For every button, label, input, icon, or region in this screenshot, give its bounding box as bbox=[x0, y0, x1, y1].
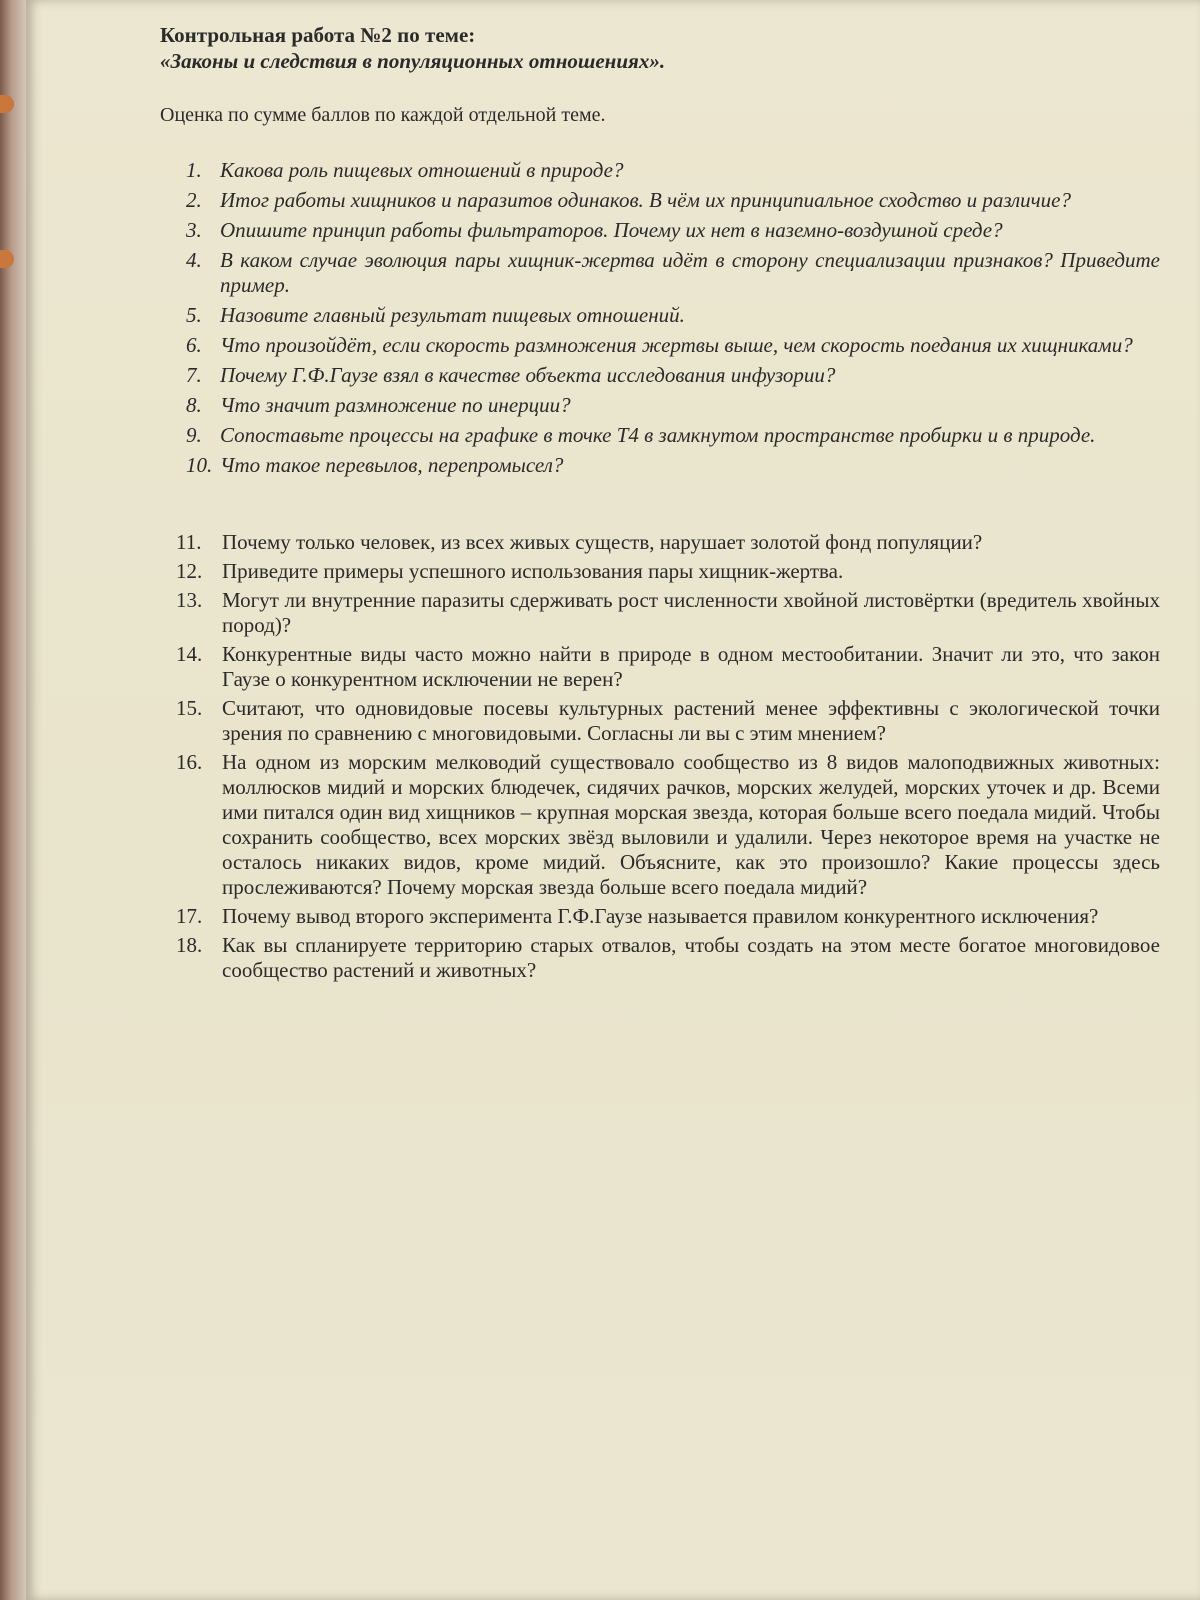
question-item bbox=[160, 188, 1160, 213]
question-text: Что произойдёт, если скорость размножения жертвы выше, чем скорость поедания их хищниками? bbox=[220, 333, 1133, 357]
question-item bbox=[160, 642, 1160, 692]
document-content bbox=[160, 22, 1160, 987]
question-text: Приведите примеры успешного использования пары хищник-жертва. bbox=[222, 559, 844, 583]
question-text: На одном из морским мелководий существовало сообщество из 8 видов малоподвижных животных: моллюсков мидий и морских блюдечек, сидячих рачков, морских желудей, морских уточек и др. Всеми ими питался один вид хищников – крупная морская звезда, которая больше всего поедала мидий. Чтобы сохранить сообщество, всех морских звёзд выловили и удалили. Через некоторое время на участке не осталось никаких видов, кроме мидий. Объясните, как это произошло? Какие процессы здесь прослеживаются? Почему морская звезда больше всего поедала мидий? bbox=[222, 750, 1160, 899]
grading-note: Оценка по сумме баллов по каждой отдельной теме. bbox=[160, 104, 606, 126]
question-text: Какова роль пищевых отношений в природе? bbox=[220, 158, 624, 182]
question-text: Опишите принцип работы фильтраторов. Почему их нет в наземно-воздушной среде? bbox=[220, 218, 1003, 242]
question-item bbox=[160, 588, 1160, 638]
question-text: Что такое перевылов, перепромысел? bbox=[220, 453, 564, 477]
question-item bbox=[160, 453, 1160, 478]
question-number: 2. bbox=[186, 188, 202, 212]
question-item bbox=[160, 750, 1160, 900]
question-text: Назовите главный результат пищевых отношений. bbox=[220, 303, 685, 327]
question-text: Почему вывод второго эксперимента Г.Ф.Гаузе называется правилом конкурентного исключения? bbox=[222, 904, 1099, 928]
document-title: Контрольная работа №2 по теме: bbox=[160, 23, 476, 47]
question-number: 17. bbox=[176, 904, 203, 928]
question-number: 11. bbox=[176, 530, 202, 554]
question-number: 18. bbox=[176, 933, 203, 957]
question-item bbox=[160, 218, 1160, 243]
paper-sheet bbox=[26, 0, 1200, 1600]
question-number: 6. bbox=[186, 333, 202, 357]
question-number: 10. bbox=[186, 453, 213, 477]
question-text: Сопоставьте процессы на графике в точке Т4 в замкнутом пространстве пробирки и в природе. bbox=[220, 423, 1096, 447]
binder-edge bbox=[0, 0, 28, 1600]
binder-hole bbox=[0, 95, 14, 113]
question-number: 14. bbox=[176, 642, 203, 666]
question-number: 13. bbox=[176, 588, 203, 612]
question-text: В каком случае эволюция пары хищник-жертва идёт в сторону специализации признаков? Приведите пример. bbox=[220, 248, 1160, 297]
question-list-part1 bbox=[160, 158, 1160, 478]
question-item bbox=[160, 393, 1160, 418]
question-item bbox=[160, 363, 1160, 388]
question-number: 9. bbox=[186, 423, 202, 447]
question-text: Считают, что одновидовые посевы культурных растений менее эффективны с экологической точки зрения по сравнению с многовидовыми. Согласны ли вы с этим мнением? bbox=[222, 696, 1160, 745]
question-item bbox=[160, 696, 1160, 746]
question-item bbox=[160, 904, 1160, 929]
question-item bbox=[160, 530, 1160, 555]
question-text: Итог работы хищников и паразитов одинаков. В чём их принципиальное сходство и различие? bbox=[220, 188, 1071, 212]
question-number: 15. bbox=[176, 696, 203, 720]
document-subtitle: «Законы и следствия в популяционных отношениях». bbox=[160, 49, 666, 73]
question-text: Как вы спланируете территорию старых отвалов, чтобы создать на этом месте богатое многовидовое сообщество растений и животных? bbox=[222, 933, 1160, 982]
question-number: 5. bbox=[186, 303, 202, 327]
binder-hole bbox=[0, 250, 14, 268]
question-text: Что значит размножение по инерции? bbox=[220, 393, 571, 417]
question-number: 16. bbox=[176, 750, 203, 774]
question-number: 4. bbox=[186, 248, 202, 272]
question-number: 8. bbox=[186, 393, 202, 417]
question-number: 12. bbox=[176, 559, 203, 583]
question-item bbox=[160, 158, 1160, 183]
question-item bbox=[160, 933, 1160, 983]
question-list-part2 bbox=[160, 530, 1160, 983]
question-item bbox=[160, 559, 1160, 584]
question-item bbox=[160, 333, 1160, 358]
question-item bbox=[160, 248, 1160, 298]
question-number: 7. bbox=[186, 363, 202, 387]
question-text: Конкурентные виды часто можно найти в природе в одном местообитании. Значит ли это, что закон Гаузе о конкурентном исключении не верен? bbox=[222, 642, 1160, 691]
question-number: 3. bbox=[186, 218, 202, 242]
question-text: Могут ли внутренние паразиты сдерживать рост численности хвойной листовёртки (вредитель хвойных пород)? bbox=[222, 588, 1160, 637]
question-text: Почему Г.Ф.Гаузе взял в качестве объекта исследования инфузории? bbox=[220, 363, 836, 387]
question-number: 1. bbox=[186, 158, 202, 182]
question-item bbox=[160, 423, 1160, 448]
question-item bbox=[160, 303, 1160, 328]
question-text: Почему только человек, из всех живых существ, нарушает золотой фонд популяции? bbox=[222, 530, 983, 554]
